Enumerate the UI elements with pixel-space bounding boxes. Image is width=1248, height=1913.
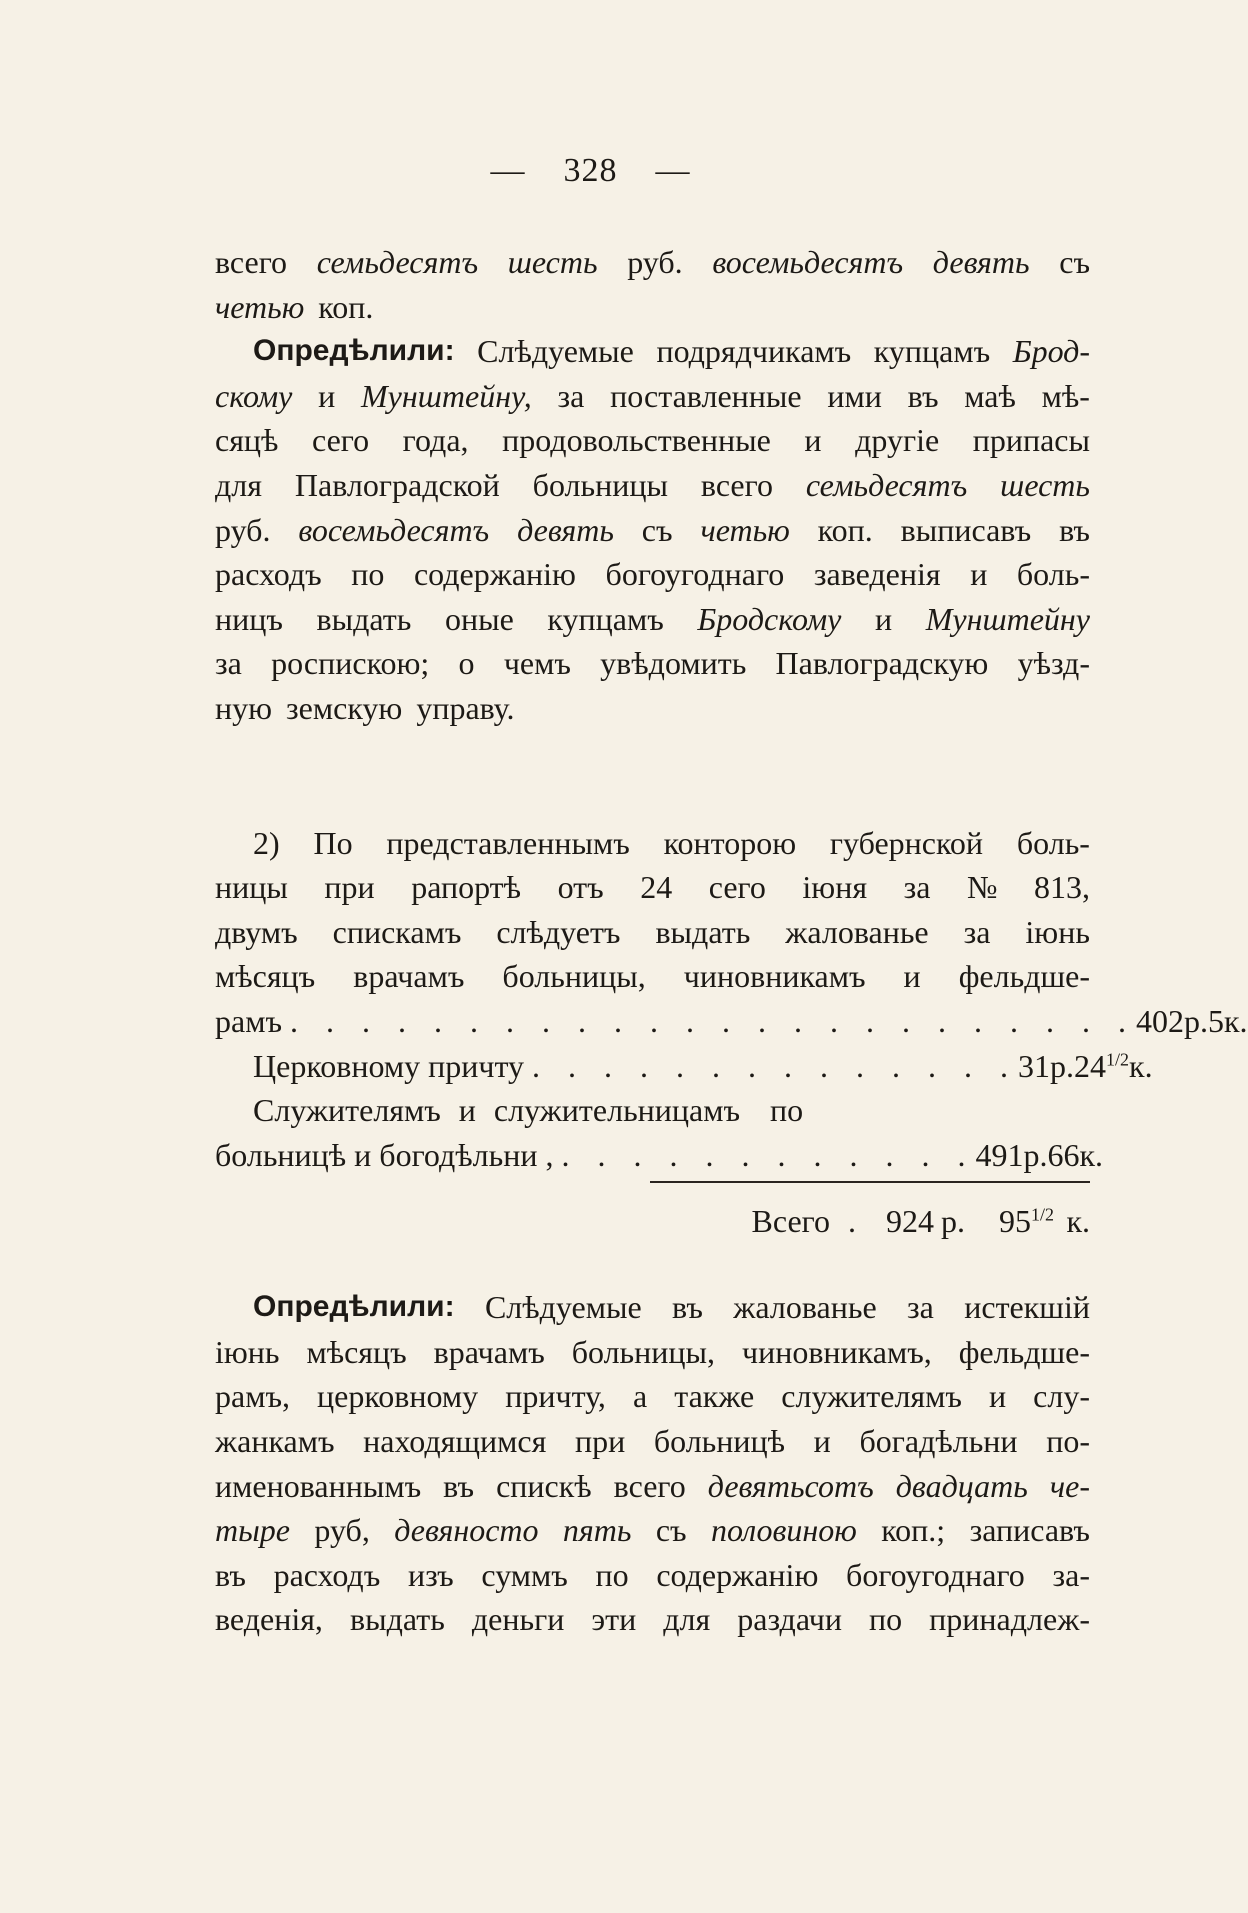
text-line: всего семьдесятъ шесть руб. восемьдесятъ девять съ bbox=[215, 244, 1090, 280]
page-number: 328 bbox=[563, 152, 618, 189]
text-line: Служителямъ и служительницамъ по bbox=[253, 1092, 804, 1129]
sum-rule-row bbox=[215, 1177, 1090, 1191]
resolution-heading: Опредѣлили: bbox=[253, 1290, 455, 1324]
text-line: рамъ, церковному причту, а также служителямъ и слу- bbox=[215, 1378, 1090, 1415]
text-line: для Павлоградской больницы всего семьдесятъ шесть bbox=[215, 466, 1090, 503]
text-line: Опредѣлили: Слѣдуемые въ жалованье за истекшій bbox=[215, 1285, 1090, 1330]
text-body bbox=[215, 240, 1248, 1642]
text-line: мѣсяцъ врачамъ больницы, чиновникамъ и фельдше- bbox=[215, 958, 1090, 995]
text-line: іюнь мѣсяцъ врачамъ больницы, чиновникамъ, фельдше- bbox=[215, 1333, 1090, 1370]
text-line: расходъ по содержанію богоугоднаго заведенія и боль- bbox=[215, 556, 1090, 593]
running-head bbox=[0, 152, 1181, 190]
text-line: скому и Мунштейну, за поставленные ими въ маѣ мѣ- bbox=[215, 377, 1090, 414]
text-line: ницъ выдать оные купцамъ Бродскому и Мунштейну bbox=[215, 600, 1090, 637]
table-row: рамъ . . . . . . . . . . . . . . . . . . . . . . . . 402 р. 5 к. bbox=[215, 1002, 1248, 1039]
spacer bbox=[215, 731, 1090, 821]
dash-right: — bbox=[655, 152, 691, 189]
dash-left: — bbox=[490, 152, 526, 189]
text-line: сяцѣ сего года, продовольственные и другіе припасы bbox=[215, 422, 1090, 459]
text-line: за роспискою; о чемъ увѣдомить Павлоградскую уѣзд- bbox=[215, 645, 1090, 682]
resolution-heading: Опредѣлили: bbox=[253, 334, 455, 368]
text-line: тыре руб, девяносто пять съ половиною коп.; записавъ bbox=[215, 1512, 1090, 1549]
text-line: ную земскую управу. bbox=[215, 689, 515, 726]
text-line: веденія, выдать деньги эти для раздачи по принадлеж- bbox=[215, 1601, 1090, 1638]
text-line: четью коп. bbox=[215, 288, 374, 325]
total-row: Всего . 924 р. $95^{1/2}$ к. bbox=[751, 1203, 1090, 1240]
text-line: именованнымъ въ спискѣ всего девятьсотъ двадцать че- bbox=[215, 1467, 1090, 1504]
text-line: въ расходъ изъ суммъ по содержанію богоугоднаго за- bbox=[215, 1556, 1090, 1593]
text-line: жанкамъ находящимся при больницѣ и богадѣльни по- bbox=[215, 1423, 1090, 1460]
text-line: Опредѣлили: Слѣдуемые подрядчикамъ купцамъ Брод- bbox=[215, 329, 1090, 374]
text-line: 2) По представленнымъ конторою губернской боль- bbox=[253, 824, 1090, 861]
table-row: больницѣ и богодѣльни , . . . . . . . . . . . . 491 р. 66 к. bbox=[215, 1136, 1103, 1173]
sum-rule bbox=[650, 1181, 1090, 1183]
text-line: ницы при рапортѣ отъ 24 сего іюня за № 813, bbox=[215, 869, 1090, 906]
table-row: Церковному причту . . . . . . . . . . . . . . 31 р. $24^{1/2}$ к. bbox=[253, 1047, 1153, 1084]
text-line: двумъ спискамъ слѣдуетъ выдать жалованье за іюнь bbox=[215, 913, 1090, 950]
text-line: руб. восемьдесятъ девять съ четью коп. выписавъ въ bbox=[215, 511, 1090, 548]
spacer bbox=[215, 1251, 1090, 1285]
